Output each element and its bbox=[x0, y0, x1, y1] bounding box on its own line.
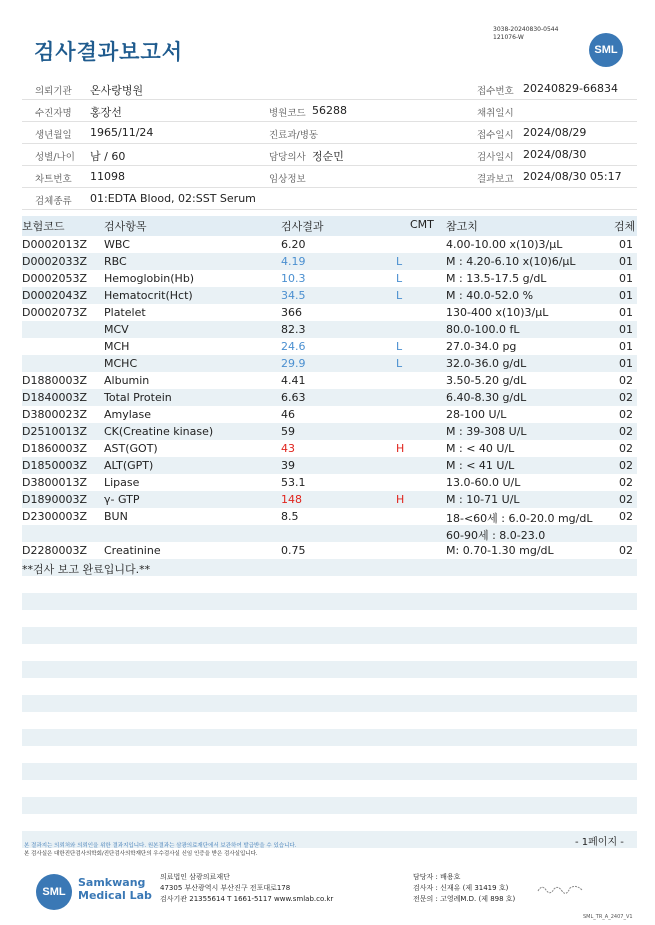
result-row bbox=[22, 236, 637, 253]
company-name: Samkwang Medical Lab bbox=[78, 876, 152, 902]
test-result: 6.63 bbox=[281, 391, 306, 404]
test-name: Total Protein bbox=[104, 391, 172, 404]
empty-row bbox=[22, 763, 637, 780]
test-flag: H bbox=[396, 442, 405, 455]
test-name: CK(Creatine kinase) bbox=[104, 425, 214, 438]
test-name: ALT(GPT) bbox=[104, 459, 154, 472]
results-body bbox=[22, 236, 637, 559]
specimen-code: 01 bbox=[619, 306, 633, 319]
result-row bbox=[22, 440, 637, 457]
result-row bbox=[22, 253, 637, 270]
test-result: 34.5 bbox=[281, 289, 306, 302]
info-value: 56288 bbox=[312, 104, 347, 117]
result-row bbox=[22, 542, 637, 559]
info-label: 접수일시 bbox=[477, 130, 514, 141]
test-result: 46 bbox=[281, 408, 295, 421]
reference-range: 27.0-34.0 pg bbox=[446, 340, 517, 353]
test-name: Platelet bbox=[104, 306, 146, 319]
empty-row bbox=[22, 593, 637, 610]
reference-range: 130-400 x(10)3/μL bbox=[446, 306, 549, 319]
info-value: 11098 bbox=[90, 170, 125, 183]
info-label: 성별/나이 bbox=[35, 152, 75, 163]
result-row bbox=[22, 270, 637, 287]
test-result: 53.1 bbox=[281, 476, 306, 489]
specimen-code: 01 bbox=[619, 289, 633, 302]
staff-info: 담당자 : 배용호 검사자 : 신재유 (제 31419 호) 전문의 : 고영례M.D. (제 898 호) bbox=[413, 873, 516, 903]
info-value: 2024/08/30 bbox=[523, 148, 587, 161]
test-name: BUN bbox=[104, 510, 128, 523]
info-label: 수진자명 bbox=[35, 108, 72, 119]
specimen-code: 02 bbox=[619, 476, 633, 489]
result-row bbox=[22, 389, 637, 406]
specimen-code: 01 bbox=[619, 272, 633, 285]
result-row bbox=[22, 474, 637, 491]
specimen-code: 01 bbox=[619, 357, 633, 370]
info-label: 검사일시 bbox=[477, 152, 514, 163]
test-flag: L bbox=[396, 289, 403, 302]
test-result: 148 bbox=[281, 493, 302, 506]
info-row bbox=[22, 188, 637, 210]
info-label: 병원코드 bbox=[269, 108, 306, 119]
info-row bbox=[22, 100, 637, 122]
reference-range: M : 4.20-6.10 x(10)6/μL bbox=[446, 255, 576, 268]
header-reference: 참고치 bbox=[446, 220, 478, 233]
result-row bbox=[22, 355, 637, 372]
reference-range: 4.00-10.00 x(10)3/μL bbox=[446, 238, 563, 251]
test-flag: H bbox=[396, 493, 405, 506]
reference-range: M : 40.0-52.0 % bbox=[446, 289, 534, 302]
test-name: Lipase bbox=[104, 476, 140, 489]
specimen-code: 01 bbox=[619, 255, 633, 268]
test-name: Hematocrit(Hct) bbox=[104, 289, 193, 302]
test-flag: L bbox=[396, 255, 403, 268]
footer-logo: SML bbox=[36, 874, 72, 910]
test-result: 82.3 bbox=[281, 323, 306, 336]
info-label: 진료과/병동 bbox=[269, 130, 319, 141]
test-name: MCHC bbox=[104, 357, 138, 370]
info-value: 온사랑병원 bbox=[90, 84, 144, 97]
page-number: - 1페이지 - bbox=[575, 837, 624, 848]
test-result: 24.6 bbox=[281, 340, 306, 353]
header-item: 검사항목 bbox=[104, 220, 147, 233]
complete-note: **검사 보고 완료입니다.** bbox=[22, 563, 151, 576]
empty-row bbox=[22, 627, 637, 644]
result-row bbox=[22, 508, 637, 525]
result-row bbox=[22, 525, 637, 542]
result-row bbox=[22, 406, 637, 423]
info-row bbox=[22, 166, 637, 188]
reference-range: 32.0-36.0 g/dL bbox=[446, 357, 527, 370]
test-result: 4.41 bbox=[281, 374, 306, 387]
specimen-code: 02 bbox=[619, 459, 633, 472]
specimen-code: 02 bbox=[619, 442, 633, 455]
info-row bbox=[22, 144, 637, 166]
info-value: 정순민 bbox=[312, 150, 344, 163]
test-result: 29.9 bbox=[281, 357, 306, 370]
test-result: 0.75 bbox=[281, 544, 306, 557]
reference-range: M : 10-71 U/L bbox=[446, 493, 520, 506]
signature bbox=[536, 882, 586, 896]
test-flag: L bbox=[396, 357, 403, 370]
reference-range: 13.0-60.0 U/L bbox=[446, 476, 521, 489]
test-result: 366 bbox=[281, 306, 302, 319]
test-code: D1850003Z bbox=[22, 459, 87, 472]
test-result: 4.19 bbox=[281, 255, 306, 268]
test-name: Albumin bbox=[104, 374, 150, 387]
empty-row bbox=[22, 797, 637, 814]
reference-range: 3.50-5.20 g/dL bbox=[446, 374, 527, 387]
test-code: D3800023Z bbox=[22, 408, 87, 421]
test-result: 39 bbox=[281, 459, 295, 472]
reference-range: M : 13.5-17.5 g/dL bbox=[446, 272, 547, 285]
specimen-code: 02 bbox=[619, 391, 633, 404]
result-row bbox=[22, 457, 637, 474]
test-code: D0002033Z bbox=[22, 255, 87, 268]
info-row bbox=[22, 78, 637, 100]
test-code: D1840003Z bbox=[22, 391, 87, 404]
specimen-code: 01 bbox=[619, 340, 633, 353]
header-cmt: CMT bbox=[410, 218, 434, 231]
empty-row bbox=[22, 695, 637, 712]
test-code: D0002013Z bbox=[22, 238, 87, 251]
specimen-code: 02 bbox=[619, 425, 633, 438]
test-result: 43 bbox=[281, 442, 295, 455]
header-result: 검사결과 bbox=[281, 220, 324, 233]
reference-range: M : < 41 U/L bbox=[446, 459, 515, 472]
info-label: 담당의사 bbox=[269, 152, 306, 163]
test-result: 10.3 bbox=[281, 272, 306, 285]
test-code: D2280003Z bbox=[22, 544, 87, 557]
info-value: 2024/08/29 bbox=[523, 126, 587, 139]
info-label: 차트번호 bbox=[35, 174, 72, 185]
footer-notice: 본 결과지는 의뢰처와 의뢰인을 위한 결과지입니다. 원본결과는 삼광의료재단에서 보관하여 발급받을 수 있습니다. 본 검사실은 대한진단검사의학회/진단검사의학재단의 우수검사실 신임 인증을 받은 검사실입니다. bbox=[24, 843, 297, 857]
info-value: 20240829-66834 bbox=[523, 82, 618, 95]
result-row bbox=[22, 491, 637, 508]
results-table bbox=[22, 216, 637, 576]
test-result: 6.20 bbox=[281, 238, 306, 251]
company-address: 의료법인 삼광의료재단 47305 부산광역시 부산진구 전포대로178 검사기관 21355614 T 1661-5117 www.smlab.co.kr bbox=[160, 873, 334, 903]
info-value: 2024/08/30 05:17 bbox=[523, 170, 622, 183]
form-code: SML_TR_A_2407_V1 bbox=[583, 914, 633, 920]
complete-note-row bbox=[22, 559, 637, 576]
test-code: D1880003Z bbox=[22, 374, 87, 387]
specimen-code: 02 bbox=[619, 493, 633, 506]
test-code: D1860003Z bbox=[22, 442, 87, 455]
result-row bbox=[22, 287, 637, 304]
test-result: 59 bbox=[281, 425, 295, 438]
reference-range: 18-<60세 : 6.0-20.0 mg/dL bbox=[446, 512, 593, 525]
test-name: RBC bbox=[104, 255, 127, 268]
info-value: 1965/11/24 bbox=[90, 126, 154, 139]
test-code: D2510013Z bbox=[22, 425, 87, 438]
info-label: 결과보고 bbox=[477, 174, 514, 185]
test-name: Creatinine bbox=[104, 544, 161, 557]
test-code: D0002053Z bbox=[22, 272, 87, 285]
result-row bbox=[22, 372, 637, 389]
test-flag: L bbox=[396, 272, 403, 285]
test-code: D2300003Z bbox=[22, 510, 87, 523]
specimen-code: 02 bbox=[619, 544, 633, 557]
test-name: γ- GTP bbox=[104, 493, 140, 506]
test-name: Hemoglobin(Hb) bbox=[104, 272, 195, 285]
info-label: 접수번호 bbox=[477, 86, 514, 97]
patient-info-table bbox=[22, 78, 637, 210]
reference-range: 80.0-100.0 fL bbox=[446, 323, 520, 336]
test-code: D0002043Z bbox=[22, 289, 87, 302]
test-name: AST(GOT) bbox=[104, 442, 158, 455]
test-name: MCH bbox=[104, 340, 130, 353]
empty-row bbox=[22, 661, 637, 678]
sml-logo: SML bbox=[589, 33, 623, 67]
test-flag: L bbox=[396, 340, 403, 353]
result-row bbox=[22, 304, 637, 321]
reference-range: 6.40-8.30 g/dL bbox=[446, 391, 527, 404]
result-row bbox=[22, 338, 637, 355]
info-label: 임상정보 bbox=[269, 174, 306, 185]
result-row bbox=[22, 321, 637, 338]
reference-range: M : < 40 U/L bbox=[446, 442, 515, 455]
report-title: 검사결과보고서 bbox=[34, 40, 184, 64]
info-value: 홍장선 bbox=[90, 106, 122, 119]
header-specimen: 검체 bbox=[614, 220, 636, 233]
result-row bbox=[22, 423, 637, 440]
info-value: 남 / 60 bbox=[90, 150, 126, 163]
info-row bbox=[22, 122, 637, 144]
specimen-code: 02 bbox=[619, 510, 633, 523]
reference-range: 60-90세 : 8.0-23.0 bbox=[446, 529, 546, 542]
reference-range: M: 0.70-1.30 mg/dL bbox=[446, 544, 554, 557]
info-label: 채취일시 bbox=[477, 108, 514, 119]
info-label: 생년월일 bbox=[35, 130, 72, 141]
specimen-code: 01 bbox=[619, 323, 633, 336]
empty-row bbox=[22, 729, 637, 746]
test-code: D0002073Z bbox=[22, 306, 87, 319]
info-value: 01:EDTA Blood, 02:SST Serum bbox=[90, 192, 256, 205]
header-code: 보험코드 bbox=[22, 220, 65, 233]
reference-range: M : 39-308 U/L bbox=[446, 425, 527, 438]
test-code: D1890003Z bbox=[22, 493, 87, 506]
reference-range: 28-100 U/L bbox=[446, 408, 507, 421]
document-code: 3038-20240830-0544 121076-W bbox=[493, 26, 559, 41]
specimen-code: 02 bbox=[619, 374, 633, 387]
test-code: D3800013Z bbox=[22, 476, 87, 489]
info-label: 검체종류 bbox=[35, 196, 72, 207]
test-name: WBC bbox=[104, 238, 130, 251]
specimen-code: 01 bbox=[619, 238, 633, 251]
test-name: MCV bbox=[104, 323, 129, 336]
results-header bbox=[22, 216, 637, 236]
specimen-code: 02 bbox=[619, 408, 633, 421]
test-result: 8.5 bbox=[281, 510, 299, 523]
test-name: Amylase bbox=[104, 408, 152, 421]
info-label: 의뢰기관 bbox=[35, 86, 72, 97]
